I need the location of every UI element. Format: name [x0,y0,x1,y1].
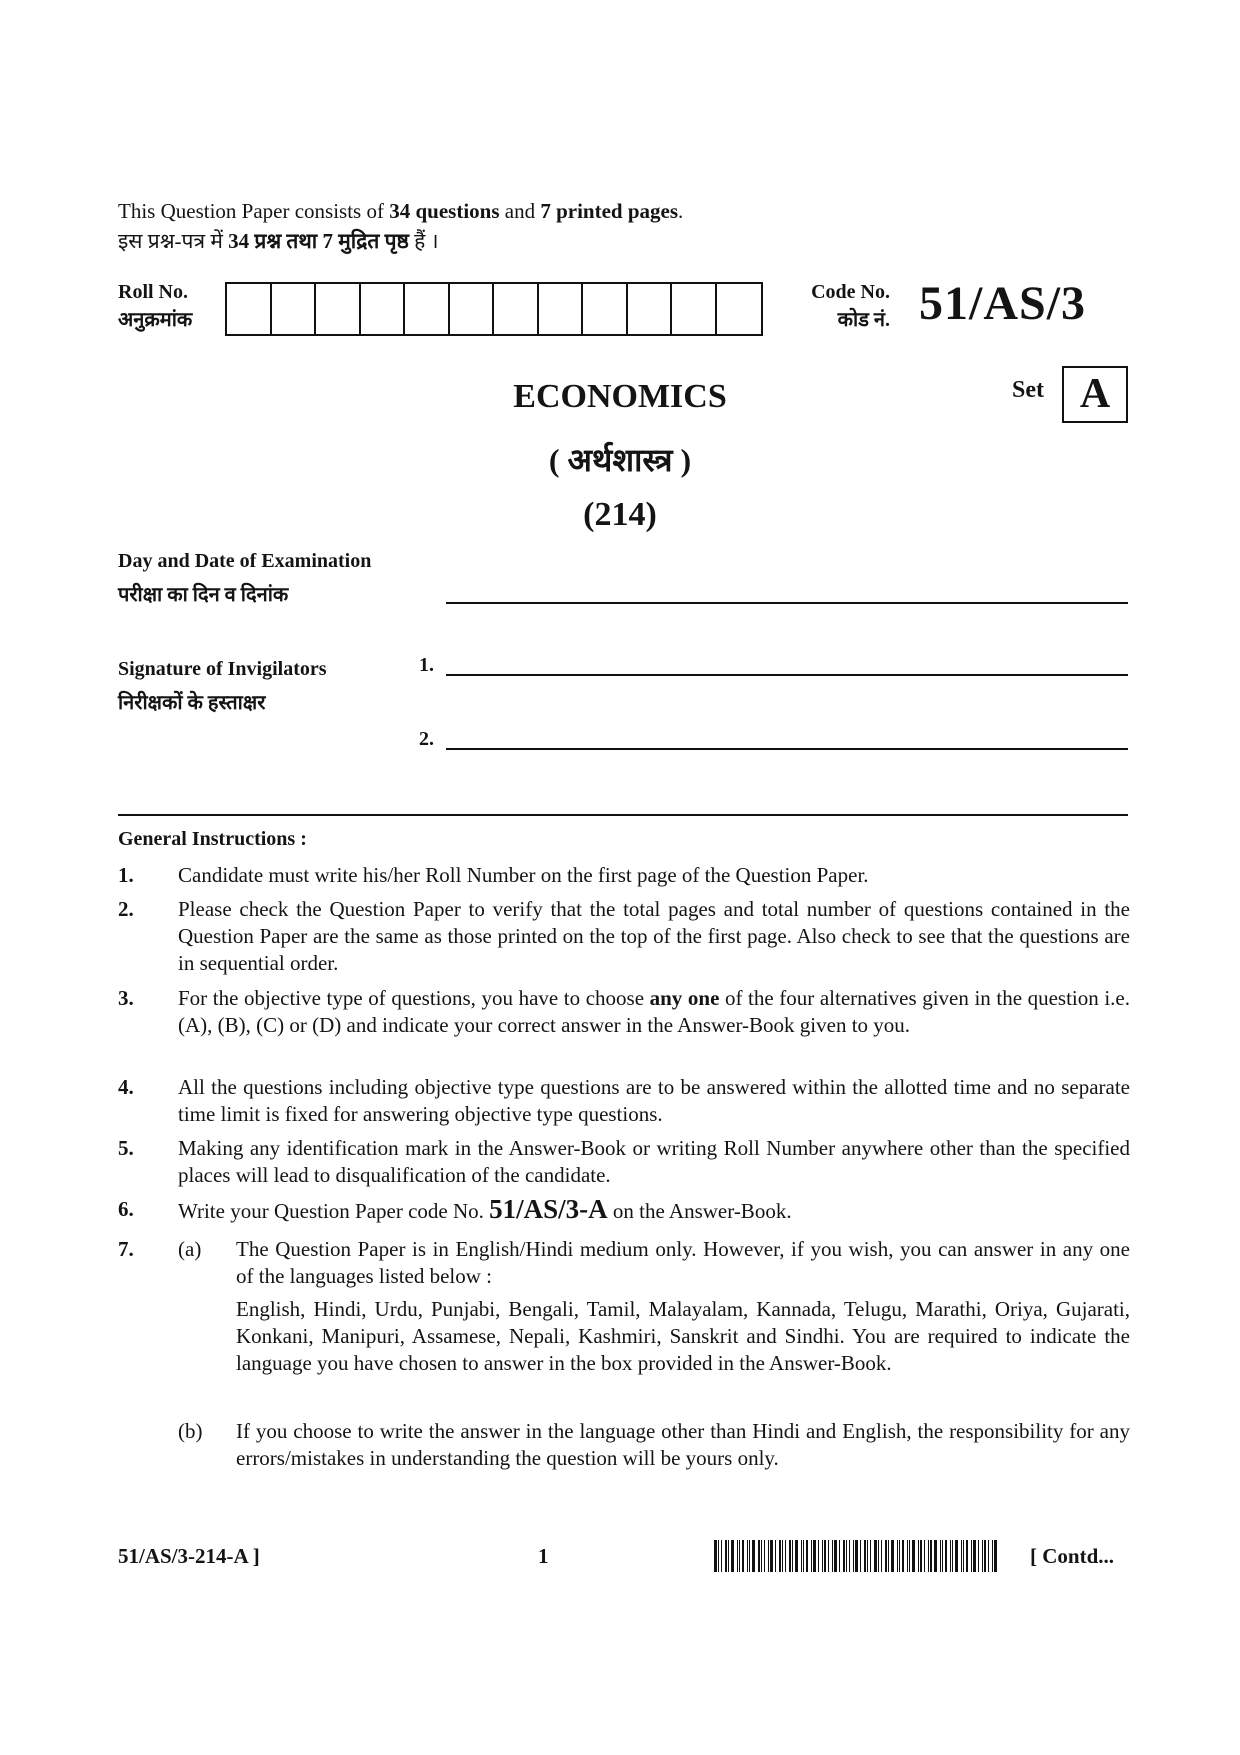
signature-number-1: 1. [419,654,434,676]
roll-number-box[interactable] [672,284,717,334]
section-divider [118,814,1128,816]
page-number: 1 [538,1544,549,1568]
instruction-item: 5. Making any identification mark in the Answer-Book or writing Roll Number anywhere other than the specified places will lead to disqualification of the candidate. [118,1136,1130,1187]
subject-title-hindi: ( अर्थशास्त्र ) [548,442,692,478]
roll-number-box[interactable] [227,284,272,334]
signature-line-1[interactable] [446,674,1128,676]
roll-number-box[interactable] [539,284,584,334]
instruction-item: 6. Write your Question Paper code No. 51/AS/3-A on the Answer-Book. [118,1194,792,1224]
exam-date-label: Day and Date of Examination परीक्षा का दिन व दिनांक [118,550,372,606]
intro-english: This Question Paper consists of 34 questions and 7 printed pages. [118,199,684,223]
roll-number-box[interactable] [405,284,450,334]
continued-label: [ Contd... [1030,1544,1115,1568]
roll-number-boxes[interactable] [225,282,763,336]
code-label: Code No. कोड नं. [811,281,890,331]
signature-number-2: 2. [419,728,434,750]
roll-number-box[interactable] [316,284,361,334]
roll-number-box[interactable] [272,284,317,334]
barcode-icon [714,1540,1018,1572]
roll-number-box[interactable] [717,284,762,334]
intro-hindi: इस प्रश्न-पत्र में 34 प्रश्न तथा 7 मुद्रित पृष्ठ हैं । [118,229,439,253]
roll-number-box[interactable] [494,284,539,334]
roll-number-box[interactable] [628,284,673,334]
invigilator-signature-label: Signature of Invigilators निरीक्षकों के हस्ताक्षर [118,658,327,714]
set-value-box: A [1062,366,1128,423]
instruction-item: 2. Please check the Question Paper to verify that the total pages and total number of questions contained in the Question Paper are the same as those printed on the top of the first page. Also check to see that the questions are in sequential order. [118,897,1130,975]
instruction-item: 4. All the questions including objective type questions are to be answered within the allotted time and no separate time limit is fixed for answering objective type questions. [118,1075,1130,1126]
roll-label: Roll No. अनुक्रमांक [118,281,193,331]
roll-number-box[interactable] [450,284,495,334]
subject-code: (214) [583,496,657,533]
set-label: Set [1012,377,1044,403]
instruction-item: 1. Candidate must write his/her Roll Number on the first page of the Question Paper. [118,863,869,887]
paper-intro [118,196,683,256]
subject-title: ECONOMICS [513,378,727,415]
instruction-subitem-b: (b) If you choose to write the answer in the language other than Hindi and English, the responsibility for any errors/mistakes in understanding the question will be yours only. [178,1419,1130,1470]
roll-number-box[interactable] [361,284,406,334]
signature-line-2[interactable] [446,748,1128,750]
instructions-title: General Instructions : [118,828,307,850]
roll-number-box[interactable] [583,284,628,334]
exam-date-line[interactable] [446,602,1128,604]
instruction-subitem-a: (a) The Question Paper is in English/Hindi medium only. However, if you wish, you can answer in any one of the languages listed below : English, Hindi, Urdu, Punjabi, Bengali, Tamil, Malayalam, Kannada, Telugu, Marathi, Oriya, Gujarati, Konkani, Manipuri, Assamese, Nepali, Kashmiri, Sanskrit and Sindhi. You are required to indicate the language you have chosen to answer in the box provided in the Answer-Book. [178,1237,1130,1375]
instruction-item: 3. For the objective type of questions, you have to choose any one of the four alternatives given in the question i.e. (A), (B), (C) or (D) and indicate your correct answer in the Answer-Book given to you. [118,986,1130,1037]
code-number: 51/AS/3 [919,277,1087,330]
footer-paper-code: 51/AS/3-214-A ] [118,1544,260,1568]
